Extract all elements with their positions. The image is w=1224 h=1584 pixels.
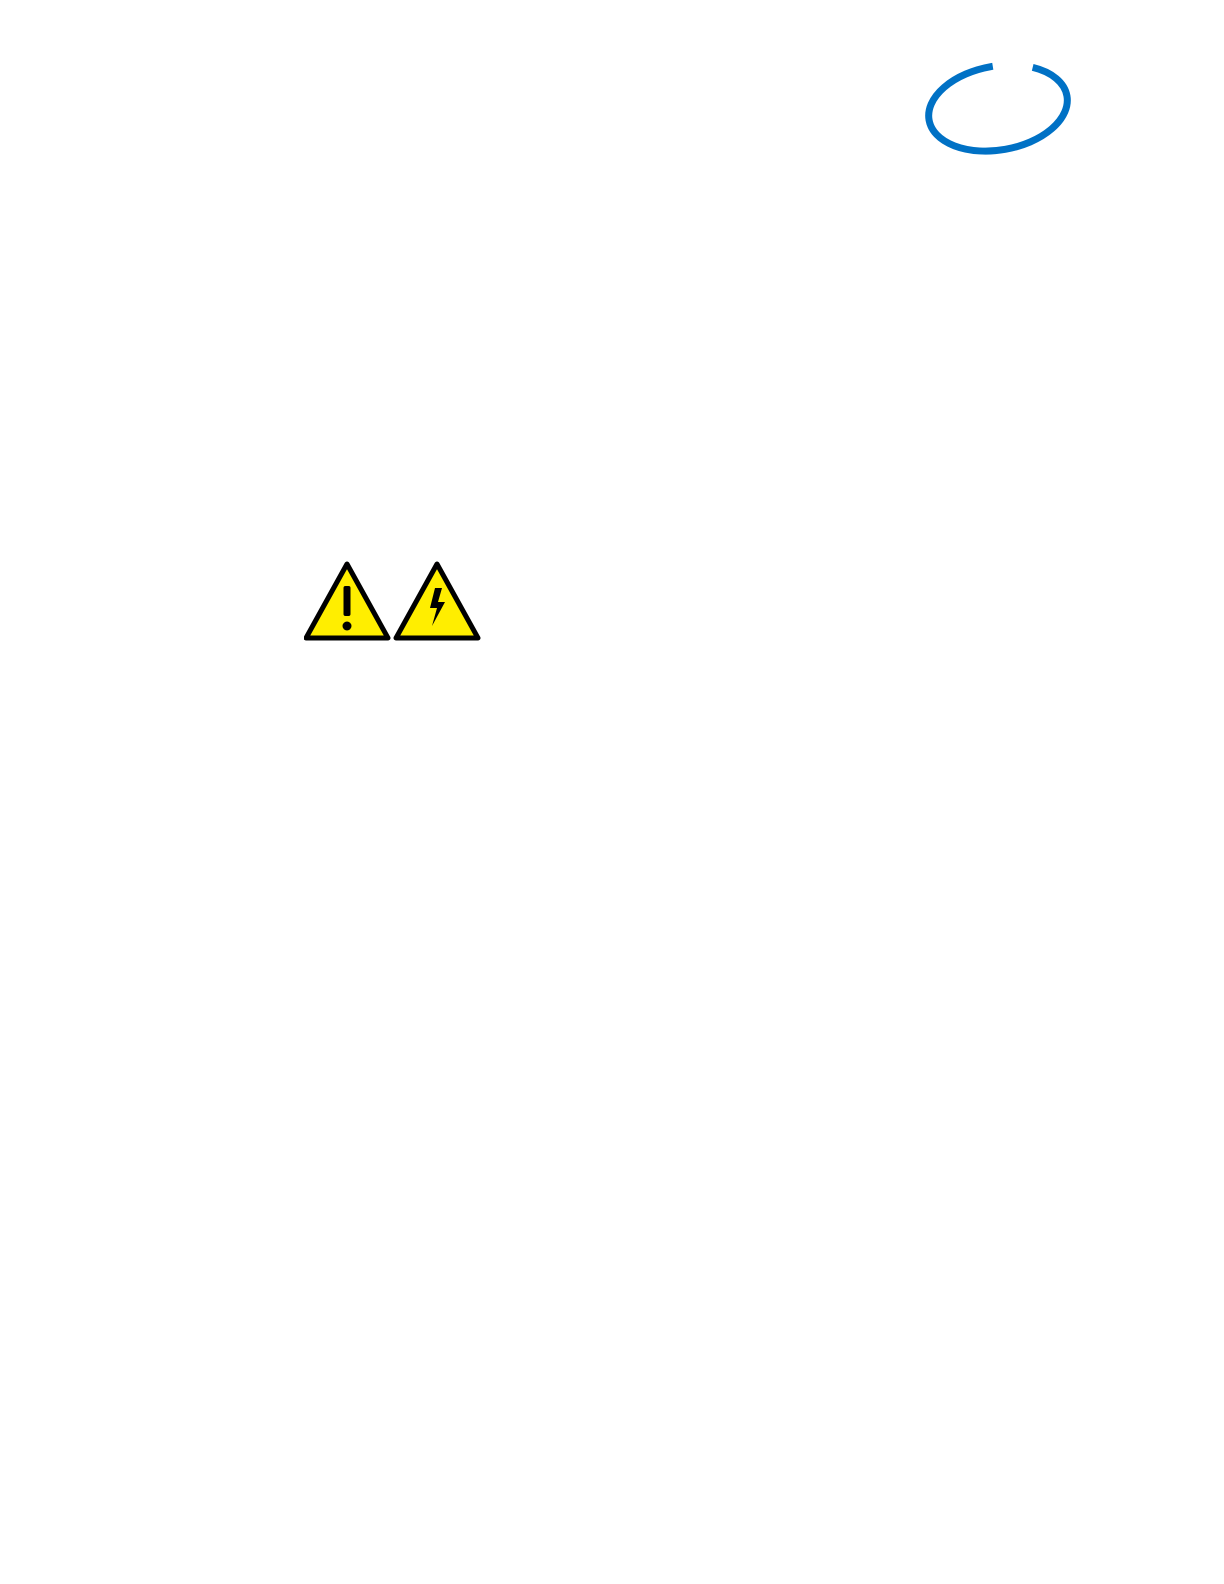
exclamation-warning-icon	[306, 564, 388, 638]
electrical-hazard-icon	[396, 564, 478, 638]
warning-icons	[304, 560, 484, 642]
intel-logo-swoosh	[922, 58, 1074, 162]
intel-logo	[922, 58, 1074, 162]
